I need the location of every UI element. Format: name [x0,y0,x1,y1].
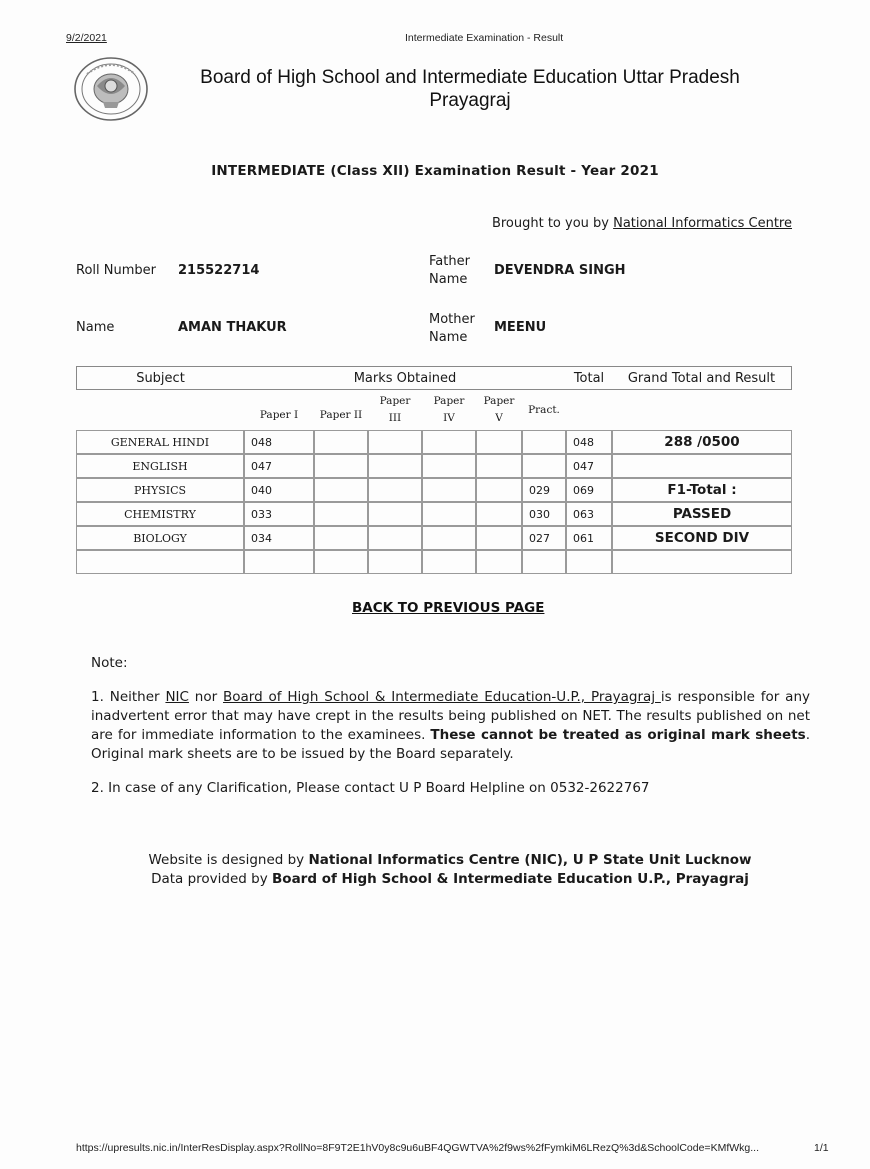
back-to-previous-page-link[interactable]: BACK TO PREVIOUS PAGE [352,600,545,616]
subheader-paper4-a: Paper [433,395,465,407]
cell-p4 [422,550,476,574]
cell-pract [522,550,566,574]
footer-line2 [140,870,760,889]
mother-name-label [429,311,475,347]
board-seal-logo [73,56,149,122]
cell-p5 [476,430,522,454]
cell-pract: 030 [522,502,566,526]
cell-p3 [368,550,422,574]
subheader-blank [76,390,244,430]
footer-line1 [140,851,760,870]
brought-by-prefix: Brought to you by [491,216,614,231]
cell-subject: BIOLOGY [76,526,244,550]
note1-board-link[interactable]: Board of High School & Intermediate Education-U.P., Prayagraj [223,689,661,705]
cell-p3 [368,478,422,502]
mother-name-value: MEENU [494,320,547,335]
name-label: Name [76,320,115,335]
cell-p3 [368,454,422,478]
note1-text-a: 1. Neither [91,689,166,705]
cell-p1: 033 [244,502,314,526]
table-row [76,550,792,574]
cell-subject: CHEMISTRY [76,502,244,526]
mother-label-line2: Name [429,330,468,345]
table-row [76,502,792,526]
cell-p1: 034 [244,526,314,550]
father-name-value: DEVENDRA SINGH [494,263,626,278]
subheader-paper3-a: Paper [379,395,411,407]
header-grand-total: Grand Total and Result [612,366,792,390]
cell-p5 [476,478,522,502]
table-subheader-row [76,390,792,430]
footer-line1-prefix: Website is designed by [148,852,309,868]
table-header-row [76,366,792,390]
cell-p1 [244,550,314,574]
subheader-paper5-a: Paper [483,395,515,407]
footer-credits [140,851,760,889]
note-item-2: 2. In case of any Clarification, Please contact U P Board Helpline on 0532-2622767 [91,780,650,796]
cell-p2 [314,550,368,574]
cell-p2 [314,430,368,454]
marks-table [76,366,792,574]
nic-link[interactable]: National Informatics Centre [613,216,792,231]
name-value: AMAN THAKUR [178,320,287,335]
cell-total: 047 [566,454,612,478]
note-heading: Note: [91,655,128,671]
cell-p5 [476,502,522,526]
cell-pract [522,454,566,478]
subheader-paper4-b: IV [443,412,455,424]
subheader-paper1-text: Paper I [259,408,299,421]
subheader-paper3-b: III [388,412,402,424]
cell-p1: 048 [244,430,314,454]
cell-total: 061 [566,526,612,550]
print-page-number: 1/1 [814,1142,829,1154]
note-item-1 [91,688,810,764]
cell-p5 [476,454,522,478]
cell-p2 [314,502,368,526]
table-row [76,454,792,478]
cell-subject [76,550,244,574]
subheader-grand-blank [612,390,792,430]
cell-p4 [422,454,476,478]
subheader-practical: Pract. [528,403,560,416]
subheader-paper5-b: V [495,412,503,424]
table-row [76,478,792,502]
cell-grand: SECOND DIV [612,526,792,550]
cell-p4 [422,526,476,550]
cell-total [566,550,612,574]
father-name-label [429,253,470,289]
print-footer-url: https://upresults.nic.in/InterResDisplay.aspx?RollNo=8F9T2E1hV0y8c9u6uBF4QGWTVA%2f9ws%2fFymkiM6LRezQ%3d&SchoolCode=KMfWkg... [76,1142,759,1154]
cell-grand: F1-Total : [612,478,792,502]
cell-total: 069 [566,478,612,502]
subheader-total-blank [566,390,612,430]
print-page-title: Intermediate Examination - Result [405,32,564,44]
cell-p1: 047 [244,454,314,478]
footer-line2-bold: Board of High School & Intermediate Education U.P., Prayagraj [272,871,749,887]
header-marks-obtained: Marks Obtained [244,366,566,390]
father-label-line1: Father [429,254,470,269]
roll-number-value: 215522714 [178,263,260,278]
subheader-paper5 [476,390,522,430]
cell-p5 [476,526,522,550]
brought-by [492,216,792,231]
note1-text-c: is responsible for any inadvertent error that may have crept in the results being published on NET. The results published on net are for immediate information to the examinees. [91,689,811,743]
cell-p4 [422,430,476,454]
subheader-paper2-text: Paper II [319,408,363,421]
cell-grand: PASSED [612,502,792,526]
cell-subject: GENERAL HINDI [76,430,244,454]
cell-total: 063 [566,502,612,526]
subheader-paper3 [368,390,422,430]
subheader-paper4 [422,390,476,430]
cell-pract [522,430,566,454]
subheader-paper1 [244,390,314,430]
footer-line2-prefix: Data provided by [151,871,272,887]
cell-p5 [476,550,522,574]
cell-p2 [314,454,368,478]
cell-p3 [368,526,422,550]
cell-grand: 288 /0500 [612,430,792,454]
footer-line1-bold: National Informatics Centre (NIC), U P State Unit Lucknow [308,852,752,868]
cell-p3 [368,430,422,454]
board-title-line1: Board of High School and Intermediate Education Uttar Pradesh [200,67,740,88]
cell-p4 [422,478,476,502]
cell-p2 [314,478,368,502]
print-date: 9/2/2021 [66,32,107,44]
exam-title: INTERMEDIATE (Class XII) Examination Result - Year 2021 [211,163,659,179]
cell-p4 [422,502,476,526]
roll-number-label: Roll Number [76,263,156,278]
mother-label-line1: Mother [429,312,475,327]
table-row [76,526,792,550]
cell-pract: 027 [522,526,566,550]
cell-total: 048 [566,430,612,454]
cell-subject: PHYSICS [76,478,244,502]
cell-p3 [368,502,422,526]
subheader-paper2 [314,390,368,430]
table-row [76,430,792,454]
board-title-line2: Prayagraj [429,90,511,111]
cell-p2 [314,526,368,550]
cell-pract: 029 [522,478,566,502]
note1-bold-text: These cannot be treated as original mark sheets [430,727,806,743]
father-label-line2: Name [429,272,468,287]
cell-subject: ENGLISH [76,454,244,478]
note1-text-b: nor [188,689,224,705]
note1-nic-link[interactable]: NIC [165,689,189,705]
header-subject: Subject [76,366,244,390]
cell-p1: 040 [244,478,314,502]
cell-grand [612,550,792,574]
note1-text-d: . Original mark sheets are to be issued by the Board separately. [91,727,810,762]
cell-grand [612,454,792,478]
board-title [160,66,780,112]
header-total: Total [566,366,612,390]
